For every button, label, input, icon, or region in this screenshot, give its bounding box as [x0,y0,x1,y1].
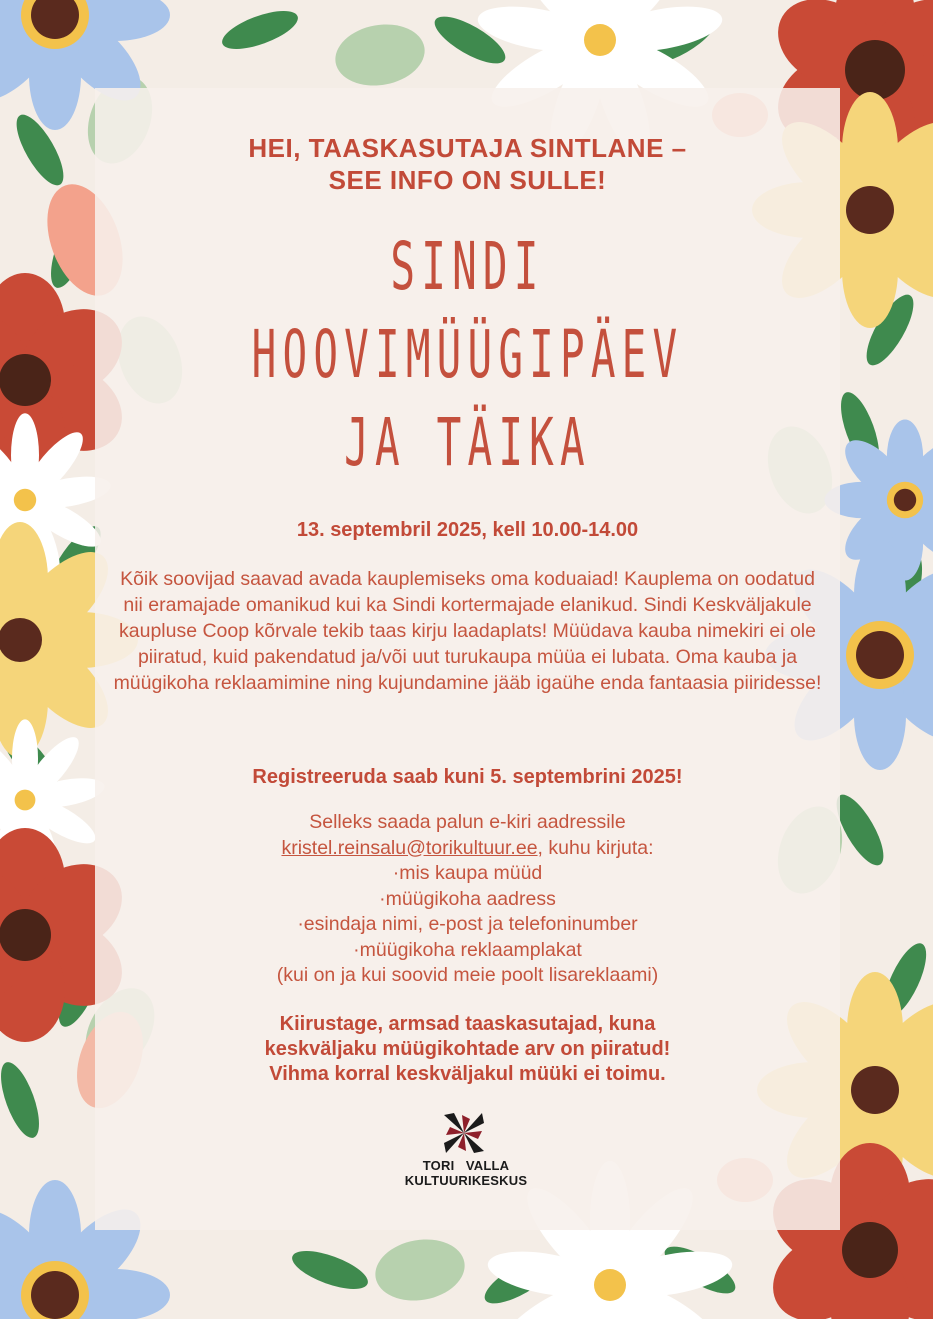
instructions-after-email: , kuhu kirjuta: [537,836,654,859]
instruction-item: ·müügikoha reklaamplakat [353,938,582,961]
email-link[interactable]: kristel.reinsalu@torikultuur.ee [281,836,538,859]
registration-deadline: Registreeruda saab kuni 5. septembrini 2025! [252,766,683,788]
event-title-line: JA TÄIKA [344,404,591,481]
intro-heading-line: SEE INFO ON SULLE! [328,165,607,195]
intro-heading [95,132,840,196]
instructions-note: (kui on ja kui soovid meie poolt lisareklaami) [276,964,659,986]
instruction-item: ·esindaja nimi, e-post ja telefoninumber [297,913,638,935]
event-title-line: SINDI [390,228,545,305]
event-title-line: HOOVIMÜÜGIPÄEV [251,316,684,393]
instruction-item: ·mis kaupa müüd [392,862,543,884]
event-title [237,223,699,487]
tori-logo-icon [439,1108,489,1158]
organizer-logo [391,1108,541,1190]
event-date: 13. septembril 2025, kell 10.00-14.00 [296,519,639,541]
poster-content [95,88,840,1230]
closing-notice [95,1012,840,1087]
closing-line: Vihma korral keskväljakul müüki ei toimu. [269,1063,666,1085]
closing-line: Kiirustage, armsad taaskasutajad, kuna [279,1013,656,1035]
logo-text-line1: TORI VALLA [422,1158,510,1173]
instruction-item: ·müügikoha aadress [379,887,556,910]
event-description: Kõik soovijad saavad avada kauplemiseks oma koduaiad! Kauplema on oodatud nii eramajade omanikud kui ka Sindi kortermajade elanikud. Sindi Keskväljakule kaupluse Coop kõrvale tekib taas kirju laadaplats! Müüdava kauba nimekiri ei ole piiratud, kuid pakendatud ja/või uut turukaupa müüa ei lubata. Oma kauba ja müügikoha reklaamimine ning kujundamine jääb igaühe enda fantaasia piiridesse! [113,568,822,694]
registration-instructions [95,810,840,989]
instructions-email-line [95,836,840,862]
closing-line: keskväljaku müügikohtade arv on piiratud! [264,1038,671,1060]
instructions-intro: Selleks saada palun e-kiri aadressile [309,811,626,833]
logo-text-line2: KULTUURIKESKUS [404,1173,528,1188]
intro-heading-line: HEI, TAASKASUTAJA SINTLANE – [248,133,687,163]
